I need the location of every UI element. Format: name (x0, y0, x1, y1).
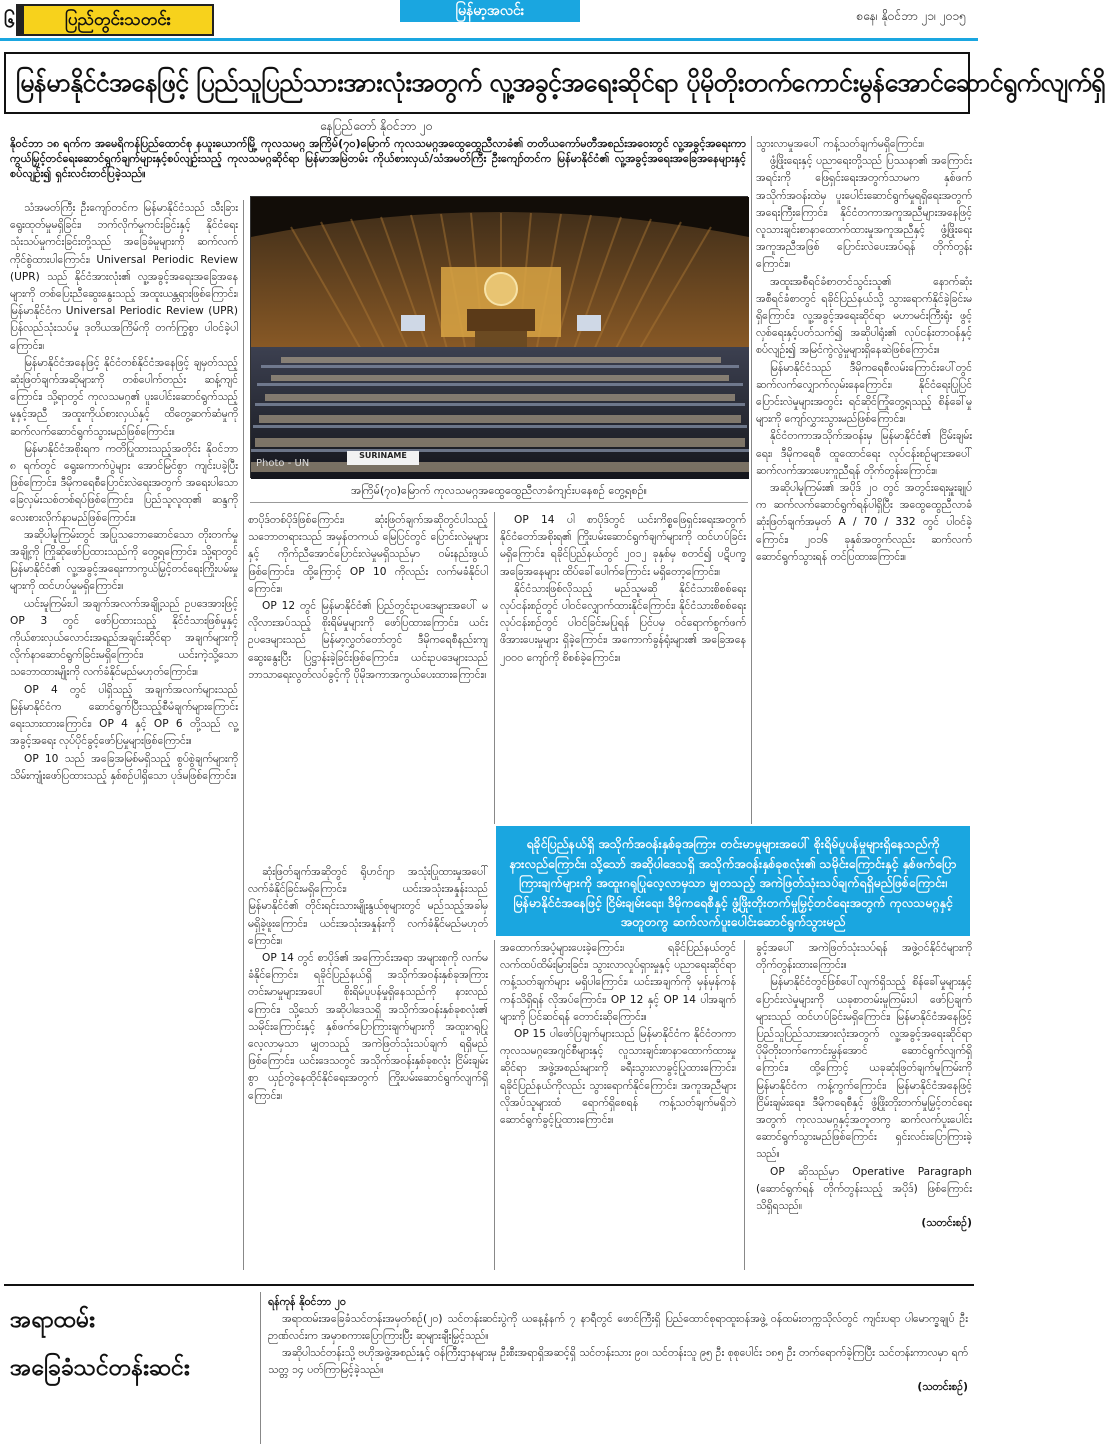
newspaper-name: မြန်မာ့အလင်း (400, 0, 580, 22)
paragraph: ဆုံးဖြတ်ချက်အဆိုတွင် ရိုဟင်ဂျာ အသုံးပြုထားမှုအပေါ် လက်ခံနိုင်ခြင်းမရှိကြောင်း၊ ယင်းအသုံးအနှုန်းသည် မြန်မာနိုင်ငံ၏ တိုင်းရင်းသားမျိုးနွယ်စုများတွင် မည်သည့်အခါမှ မရှိခဲ့ဖူးကြောင်း၊ ယင်းအသုံးအနှုန်းကို လက်ခံနိုင်မည်မဟုတ်ကြောင်း။ (248, 866, 488, 947)
column-divider (494, 512, 495, 824)
paragraph: နိုင်ငံတကာအသိုက်အဝန်းမှ မြန်မာနိုင်ငံ၏ ငြိမ်းချမ်းရေး၊ ဒီမိုကရေစီ ထူထောင်ရေး လုပ်ငန်းစဉ်များအပေါ် ဆက်လက်အားပေးကူညီရန် တိုက်တွန်းကြောင်း။ (756, 430, 972, 477)
paragraph: အဆိုပါမူကြမ်းတွင် အပြုသဘောဆောင်သော တိုးတက်မှုအချို့ကို ကြိုဆိုဖော်ပြထားသည်ကို တွေ့ရကြောင်း၊ သို့ရာတွင် မြန်မာနိုင်ငံ၏ လူ့အခွင့်အရေးကာကွယ်မြှင့်တင်ရေးကြိုးပမ်းမှုများကို ထင်ဟပ်မှုမရှိကြောင်း။ (10, 528, 238, 593)
paragraph: OP 4 တွင် ပါရှိသည့် အချက်အလက်များသည် မြန်မာနိုင်ငံက ဆောင်ရွက်ပြီးသည့်စီမံချက်များကြောင်း ရေးသားထားကြောင်း၊ OP 4 နှင့် OP 6 တို့သည် လူ့အခွင့်အရေး လုပ်ပိုင်ခွင့်ဖော်ပြမှုများဖြစ်ကြောင်း။ (10, 683, 238, 748)
column-divider (744, 940, 745, 1270)
section-label: ပြည်တွင်းသတင်း (22, 4, 214, 36)
article-column-1 (10, 200, 238, 1270)
paragraph: သံအမတ်ကြီး ဦးကျော်တင်က မြန်မာနိုင်ငံသည် သီးခြားရွေးထုတ်မှုမရှိခြင်း၊ ဘက်လိုက်မှုကင်းခြင်းနှင့် နိုင်ငံရေးသုံးသပ်မှုကင်းခြင်းတို့သည် အခြေခံမူများကို ဆက်လက်ကိုင်စွဲထားပါကြောင်း၊ Universal Periodic Review (UPR) သည် နိုင်ငံအားလုံး၏ လူ့အခွင့်အရေးအခြေအနေများကို တစ်ပြေးညီဆွေးနွေးသည့် အထူးယန္တရားဖြစ်ကြောင်း၊ မြန်မာနိုင်ငံက Universal Periodic Review (UPR) ပြန်လည်သုံးသပ်မှု ဒုတိယအကြိမ်ကို တက်ကြွစွာ ပါဝင်ခဲ့ပါကြောင်း။ (10, 202, 238, 352)
article-dateline: နေပြည်တော် နိုဝင်ဘာ ၂၀ (320, 119, 433, 133)
paragraph: အဆိုပါမူကြမ်း၏ အပိုဒ် ၂၀ တွင် အတွင်းရေးမှူးချုပ်က ဆက်လက်ဆောင်ရွက်ရန်ပါရှိပြီး အထွေထွေညီလာခံ ဆုံးဖြတ်ချက်အမှတ် A / 70 / 332 တွင် ပါဝင်ခဲ့ကြောင်း၊ ၂၀၁၆ ခုနှစ်အတွက်လည်း ဆက်လက်ဆောင်ရွက်သွားရန် တင်ပြထားကြောင်း။ (756, 482, 972, 563)
brief-article (268, 1294, 968, 1442)
paragraph: အဆိုပါသင်တန်းသို့ ဗဟိုအဖွဲ့အစည်းနှင့် ဝန်ကြီးဌာနများမှ ဦးစီးအရာရှိအဆင့်ရှိ သင်တန်းသား ၉၀၊ သင်တန်းသူ ၉၅ ဦး စုစုပေါင်း ၁၈၅ ဦး တက်ရောက်ခဲ့ကြပြီး သင်တန်းကာလမှာ ရက်သတ္တ ၁၄ ပတ်ကြာမြင့်ခဲ့သည်။ (268, 1347, 968, 1376)
article-signature: (သတင်းစဉ်) (921, 1217, 972, 1230)
article-column-2-lower (248, 864, 488, 1268)
page-header (0, 0, 978, 40)
paragraph: OP 14 ပါ စာပိုဒ်တွင် ယင်းကိစ္စဖြေရှင်းရေးအတွက် နိုင်ငံတော်အစိုးရ၏ ကြိုးပမ်းဆောင်ရွက်ချက်များကို ထင်ဟပ်ခြင်းမရှိကြောင်း၊ ရခိုင်ပြည်နယ်တွင် ၂၀၁၂ ခုနှစ်မှ စတင်၍ ပဋိပက္ခအခြေအနေများ ထိပ်ခေါ်ပေါက်ကြောင်း မရှိတော့ကြောင်း။ (500, 514, 746, 578)
paragraph: OP 12 တွင် မြန်မာနိုင်ငံ၏ ပြည်တွင်းဥပဒေများအပေါ် မလိုလားအပ်သည့် စိုးရိမ်မှုများကို ဖော်ပြထားကြောင်း၊ ယင်းဥပဒေများသည် မြန်မာ့လွှတ်တော်တွင် ဒီမိုကရေစီနည်းကျ ဆွေးနွေးပြီး ပြဋ္ဌာန်းခဲ့ခြင်းဖြစ်ကြောင်း၊ ယင်းဥပဒေများသည် ဘာသာရေးလွတ်လပ်ခွင့်ကို ပိုမိုအကာအကွယ်ပေးထားကြောင်း။ (248, 600, 488, 681)
article-column-3 (500, 512, 746, 822)
pull-quote (496, 826, 970, 936)
paragraph: အရာထမ်းအခြေခံသင်တန်းအမှတ်စဉ်(၂၀) သင်တန်းဆင်းပွဲကို ယနေ့နံနက် ၇ နာရီတွင် ဖောင်ကြီးရှိ ပြည်ထောင်စုရာထူးဝန်အဖွဲ့ ဝန်ထမ်းတက္ကသိုလ်တွင် ကျင်းပရာ ပါမောက္ခချုပ် ဦးဉာဏ်လင်းက အမှာစကားပြောကြားပြီး ဆုများချီးမြှင့်သည်။ (268, 1313, 968, 1342)
paragraph: သွားလာမှုအပေါ် ကန့်သတ်ချက်မရှိကြောင်း။ (756, 138, 925, 150)
paragraph: OP 10 သည် အခြေအမြစ်မရှိသည့် စွပ်စွဲချက်များကို သိမ်းကျုံးဖော်ပြထားသည့် နှစ်စဉ်ပါရှိသော ပုဒ်မဖြစ်ကြောင်း။ (10, 752, 238, 782)
issue-date: စနေ၊ နိုဝင်ဘာ ၂၁၊ ၂၀၁၅ (856, 9, 966, 23)
paragraph: မြန်မာနိုင်ငံအနေဖြင့် နိုင်ငံတစ်နိုင်ငံအနေဖြင့် ချမှတ်သည့် ဆုံးဖြတ်ချက်အဆိုများကို တစ်ပေါက်တည်း ဆန့်ကျင်ကြောင်း၊ သို့ရာတွင် ကုလသမဂ္ဂ၏ ပူးပေါင်းဆောင်ရွက်သည့်မူနှင့်အညီ အထူးကိုယ်စားလှယ်နှင့် ထိတွေ့ဆက်ဆံမှုကို ဆက်လက်ဆောင်ရွက်သွားမည်ဖြစ်ကြောင်း။ (10, 356, 238, 438)
brief-title-line: အရာထမ်း (10, 1307, 95, 1333)
headline-box (4, 52, 1105, 114)
photo-credit: Photo - UN (256, 458, 310, 469)
paragraph: အထောက်အပံ့များပေးခဲ့ကြောင်း၊ ရခိုင်ပြည်နယ်တွင် လက်ထပ်ထိမ်းမြားခြင်း၊ သွားလာလှုပ်ရှားမှုနှင့် ပညာရေးဆိုင်ရာ ကန့်သတ်ချက်များ မရှိပါကြောင်း၊ ယင်းအချက်ကို မှန်မှန်ကန်ကန်သိရှိရန် လိုအပ်ကြောင်း၊ OP 12 နှင့် OP 14 ပါအချက်များကို ပြင်ဆင်ရန် တောင်းဆိုကြောင်း။ (500, 942, 736, 1023)
article-column-3-lower (500, 940, 736, 1268)
paragraph: OP ဆိုသည်မှာ Operative Paragraph (ဆောင်ရွက်ရန် တိုက်တွန်းသည့် အပိုဒ်) ဖြစ်ကြောင်း သိရှိရသည်။ (756, 1165, 972, 1213)
header-divider (0, 38, 978, 41)
paragraph: ယင်းမူကြမ်းပါ အချက်အလက်အချို့သည် ဥပဒေအားဖြင့် OP 3 တွင် ဖော်ပြထားသည့် နိုင်ငံသားဖြစ်မှုနှင့် ကိုယ်စားလှယ်လောင်းအရည်အချင်းဆိုင်ရာ အချက်များကို လိုက်နာဆောင်ရွက်ခြင်းမရှိကြောင်း၊ ယင်းကဲ့သို့သော သဘောထားမျိုးကို လက်ခံနိုင်မည်မဟုတ်ကြောင်း။ (10, 597, 238, 679)
paragraph: စာပိုဒ်တစ်ပိုဒ်ဖြစ်ကြောင်း၊ ဆုံးဖြတ်ချက်အဆိုတွင်ပါသည့် သဘောတရားသည် အမှန်တကယ် မြေပြင်တွင် ပြောင်းလဲမှုများနှင့် ကိုက်ညီအောင်ပြောင်းလဲမှုမရှိသည်မှာ ဝမ်းနည်းဖွယ်ဖြစ်ကြောင်း၊ ထို့ကြောင့် OP 10 ကိုလည်း လက်မခံနိုင်ပါကြောင်း။ (248, 514, 488, 595)
article-column-right-top (756, 136, 972, 946)
section-divider (4, 1284, 974, 1286)
paragraph: နိုင်ငံသားဖြစ်လိုသည့် မည်သူမဆို နိုင်ငံသားစိစစ်ရေးလုပ်ငန်းစဉ်တွင် ပါဝင်လျှောက်ထားနိုင်ကြောင်း၊ နိုင်ငံသားစိစစ်ရေးလုပ်ငန်းစဉ်တွင် ပါဝင်ခြင်းမပြုရန် ပြင်ပမှ ဝင်ရောက်စွက်ဖက်ဖိအားပေးမှုများ ရှိခဲ့ကြောင်း၊ အကောက်ခွန်ရုံးများ၏ အခြေအနေ ၂၀၀၀ ကျော်ကို စိစစ်ခဲ့ကြောင်း။ (500, 582, 746, 664)
paragraph: OP 15 ပါဖော်ပြချက်များသည် မြန်မာနိုင်ငံက နိုင်ငံတကာကုလသမဂ္ဂအေဂျင်စီများနှင့် လူသားချင်းစာနာထောက်ထားမှုဆိုင်ရာ အဖွဲ့အစည်းများကို ခရီးသွားလာခွင့်ပြုထားကြောင်း၊ ရခိုင်ပြည်နယ်ကိုလည်း သွားရောက်နိုင်ကြောင်း၊ အကူအညီများ လိုအပ်သူများထံ ရောက်ရှိစေရန် ကန့်သတ်ချက်မရှိဘဲ ဆောင်ရွက်ခွင့်ပြုထားကြောင်း။ (500, 1028, 736, 1127)
column-divider (243, 200, 244, 1270)
paragraph: မြန်မာနိုင်ငံအစိုးရက ကတိပြုထားသည့်အတိုင်း နိုဝင်ဘာ ၈ ရက်တွင် ရွေးကောက်ပွဲများ အောင်မြင်စွာ ကျင်းပခဲ့ပြီးဖြစ်ကြောင်း၊ ဒီမိုကရေစီပြောင်းလဲရေးအတွက် အရေးပါသော ခြေလှမ်းသစ်တစ်ရပ်ဖြစ်ကြောင်း၊ ပြည်သူလူထု၏ ဆန္ဒကို လေးစားလိုက်နာမည်ဖြစ်ကြောင်း။ (10, 442, 238, 524)
page-number: ၆ (4, 8, 16, 32)
column-divider (260, 1292, 261, 1444)
assembly-hall-photo (250, 196, 748, 478)
assembly-hall-illustration (251, 197, 749, 479)
pull-quote-text: ရခိုင်ပြည်နယ်ရှိ အသိုက်အဝန်းနှစ်ခုအကြား တင်းမာမှုများအပေါ် စိုးရိမ်ပူပန်မှုများရှိနေသည်ကို နားလည်ကြောင်း၊ သို့သော် အဆိုပါဒေသရှိ အသိုက်အဝန်းနှစ်ခုစလုံး၏ သမိုင်းကြောင်းနှင့် နှစ်ဖက်ပြောကြားချက်များကို အထူးဂရုပြုလေ့လာမှသာ မျှတသည့် အကဲဖြတ်သုံးသပ်ချက်ရရှိမည်ဖြစ်ကြောင်း၊ မြန်မာနိုင်ငံအနေဖြင့် ငြိမ်းချမ်းရေး၊ ဒီမိုကရေစီနှင့် ဖွံ့ဖြိုးတိုးတက်မှုမြှင့်တင်ရေးအတွက် ကုလသမဂ္ဂနှင့်အတူတကွ ဆက်လက်ပူးပေါင်းဆောင်ရွက်သွားမည် (509, 836, 957, 930)
article-column-2 (248, 512, 488, 864)
paragraph: OP 14 တွင် စာပိုဒ်၏ အကြောင်းအရာ အများစုကို လက်မခံနိုင်ကြောင်း၊ ရခိုင်ပြည်နယ်ရှိ အသိုက်အဝန်းနှစ်ခုအကြား တင်းမာမှုများအပေါ် စိုးရိမ်ပူပန်မှုရှိနေသည်ကို နားလည်ကြောင်း၊ သို့သော် အဆိုပါဒေသရှိ အသိုက်အဝန်းနှစ်ခုစလုံး၏ သမိုင်းကြောင်းနှင့် နှစ်ဖက်ပြောကြားချက်များကို အထူးဂရုပြုလေ့လာမှသာ မျှတသည့် အကဲဖြတ်သုံးသပ်ချက် ရရှိမည်ဖြစ်ကြောင်း၊ ယင်းဒေသတွင် အသိုက်အဝန်းနှစ်ခုစလုံး ငြိမ်းချမ်းစွာ ယှဉ်တွဲနေထိုင်နိုင်ရေးအတွက် ကြိုးပမ်းဆောင်ရွက်လျက်ရှိကြောင်း။ (248, 952, 488, 1102)
paragraph: မြန်မာနိုင်ငံတွင်ဖြစ်ပေါ်လျက်ရှိသည့် စိန်ခေါ်မှုများနှင့် ပြောင်းလဲမှုများကို ယခုစာတမ်းမူကြမ်းပါ ဖော်ပြချက်များသည် ထင်ဟပ်ခြင်းမရှိကြောင်း၊ မြန်မာနိုင်ငံအနေဖြင့် ပြည်သူပြည်သားအားလုံးအတွက် လူ့အခွင့်အရေးဆိုင်ရာ ပိုမိုတိုးတက်ကောင်းမွန်အောင် ဆောင်ရွက်လျက်ရှိကြောင်း၊ ထို့ကြောင့် ယခုဆုံးဖြတ်ချက်မူကြမ်းကို မြန်မာနိုင်ငံက ကန့်ကွက်ကြောင်း၊ မြန်မာနိုင်ငံအနေဖြင့် ငြိမ်းချမ်းရေး၊ ဒီမိုကရေစီနှင့် ဖွံ့ဖြိုးတိုးတက်မှုမြှင့်တင်ရေးအတွက် ကုလသမဂ္ဂနှင့်အတူတကွ ဆက်လက်ပူးပေါင်းဆောင်ရွက်သွားမည်ဖြစ်ကြောင်း ရှင်းလင်းပြောကြားခဲ့သည်။ (756, 976, 972, 1161)
article-column-right-lower (756, 940, 972, 1280)
paragraph: ဖွံ့ဖြိုးရေးနှင့် ပညာရေးတို့သည် ပြဿနာ၏ အကြောင်းအရင်းကို ဖြေရှင်းရေးအတွက်သာမက နှစ်ဖက်အသိုက်အဝန်းထဲမှ ပူးပေါင်းဆောင်ရွက်မှုရရှိရေးအတွက် အရေးကြီးကြောင်း၊ နိုင်ငံတကာအကူအညီများအနေဖြင့် လူသားချင်းစာနာထောက်ထားမှုအကူအညီနှင့် ဖွံ့ဖြိုးရေးအကူအညီအဖြစ် ပြောင်းလဲပေးအပ်ရန် တိုက်တွန်းကြောင်း။ (756, 155, 972, 271)
article-headline: မြန်မာနိုင်ငံအနေဖြင့် ပြည်သူပြည်သားအားလုံးအတွက် လူ့အခွင့်အရေးဆိုင်ရာ ပိုမိုတိုးတက်ကောင်းမွန်အောင်ဆောင်ရွက်လျက်ရှိ (16, 68, 1105, 97)
article-lead: နိုဝင်ဘာ ၁၈ ရက်က အမေရိကန်ပြည်ထောင်စု နယူးယောက်မြို့ ကုလသမဂ္ဂ အကြိမ်(၇၀)မြောက် ကုလသမဂ္ဂအထွေထွေညီလာခံ၏ တတိယကော်မတီအစည်းအဝေးတွင် လူ့အခွင့်အရေးကာကွယ်မြှင့်တင်ရေးဆောင်ရွက်ချက်များနှင့်စပ်လျဉ်းသည့် ကုလသမဂ္ဂဆိုင်ရာ မြန်မာအမြဲတမ်း ကိုယ်စားလှယ်/သံအမတ်ကြီး ဦးကျော်တင်က မြန်မာနိုင်ငံ၏ လူ့အခွင့်အရေးအခြေအနေများနှင့်စပ်လျဉ်း၍ ရှင်းလင်းတင်ပြခဲ့သည်။ (10, 137, 746, 180)
brief-dateline: ရန်ကုန် နိုဝင်ဘာ ၂၀ (268, 1296, 346, 1308)
paragraph: မြန်မာနိုင်ငံသည် ဒီမိုကရေစီလမ်းကြောင်းပေါ်တွင် ဆက်လက်လျှောက်လှမ်းနေကြောင်း၊ နိုင်ငံရေးပြုပြင်ပြောင်းလဲမှုများအတွင်း ရင်ဆိုင်ကြုံတွေ့ရသည့် စိန်ခေါ်မှုများကို ကျော်လွှားသွားမည်ဖြစ်ကြောင်း။ (756, 361, 972, 426)
paragraph: ခွင့်အပေါ် အကဲဖြတ်သုံးသပ်ရန် အဖွဲ့ဝင်နိုင်ငံများကို တိုက်တွန်းထားကြောင်း။ (756, 942, 972, 972)
paragraph: အထူးအစီရင်ခံစာတင်သွင်းသူ၏ နောက်ဆုံးအစီရင်ခံစာတွင် ရခိုင်ပြည်နယ်သို့ သွားရောက်နိုင်ခဲ့ခြင်းမရှိကြောင်း၊ လူ့အခွင့်အရေးဆိုင်ရာ မဟာမင်းကြီးရုံး ဖွင့်လှစ်ရေးနှင့်ပတ်သက်၍ အဆိုပါရုံး၏ လုပ်ငန်းတာဝန်နှင့်စပ်လျဉ်း၍ အမြင်ကွဲလွဲမှုများရှိနေဆဲဖြစ်ကြောင်း။ (756, 275, 972, 357)
column-divider (494, 940, 495, 1270)
brief-title (10, 1296, 254, 1392)
nameplate-label: SURINAME (359, 451, 407, 460)
photo-caption: အကြိမ်(၇၀)မြောက် ကုလသမဂ္ဂအထွေထွေညီလာခံကျင်းပနေစဉ် တွေ့ရစဉ်။ (250, 480, 748, 503)
column-divider (751, 136, 752, 824)
brief-signature: (သတင်းစဉ်) (917, 1381, 968, 1393)
brief-title-line: အခြေခံသင်တန်းဆင်း (10, 1355, 190, 1381)
